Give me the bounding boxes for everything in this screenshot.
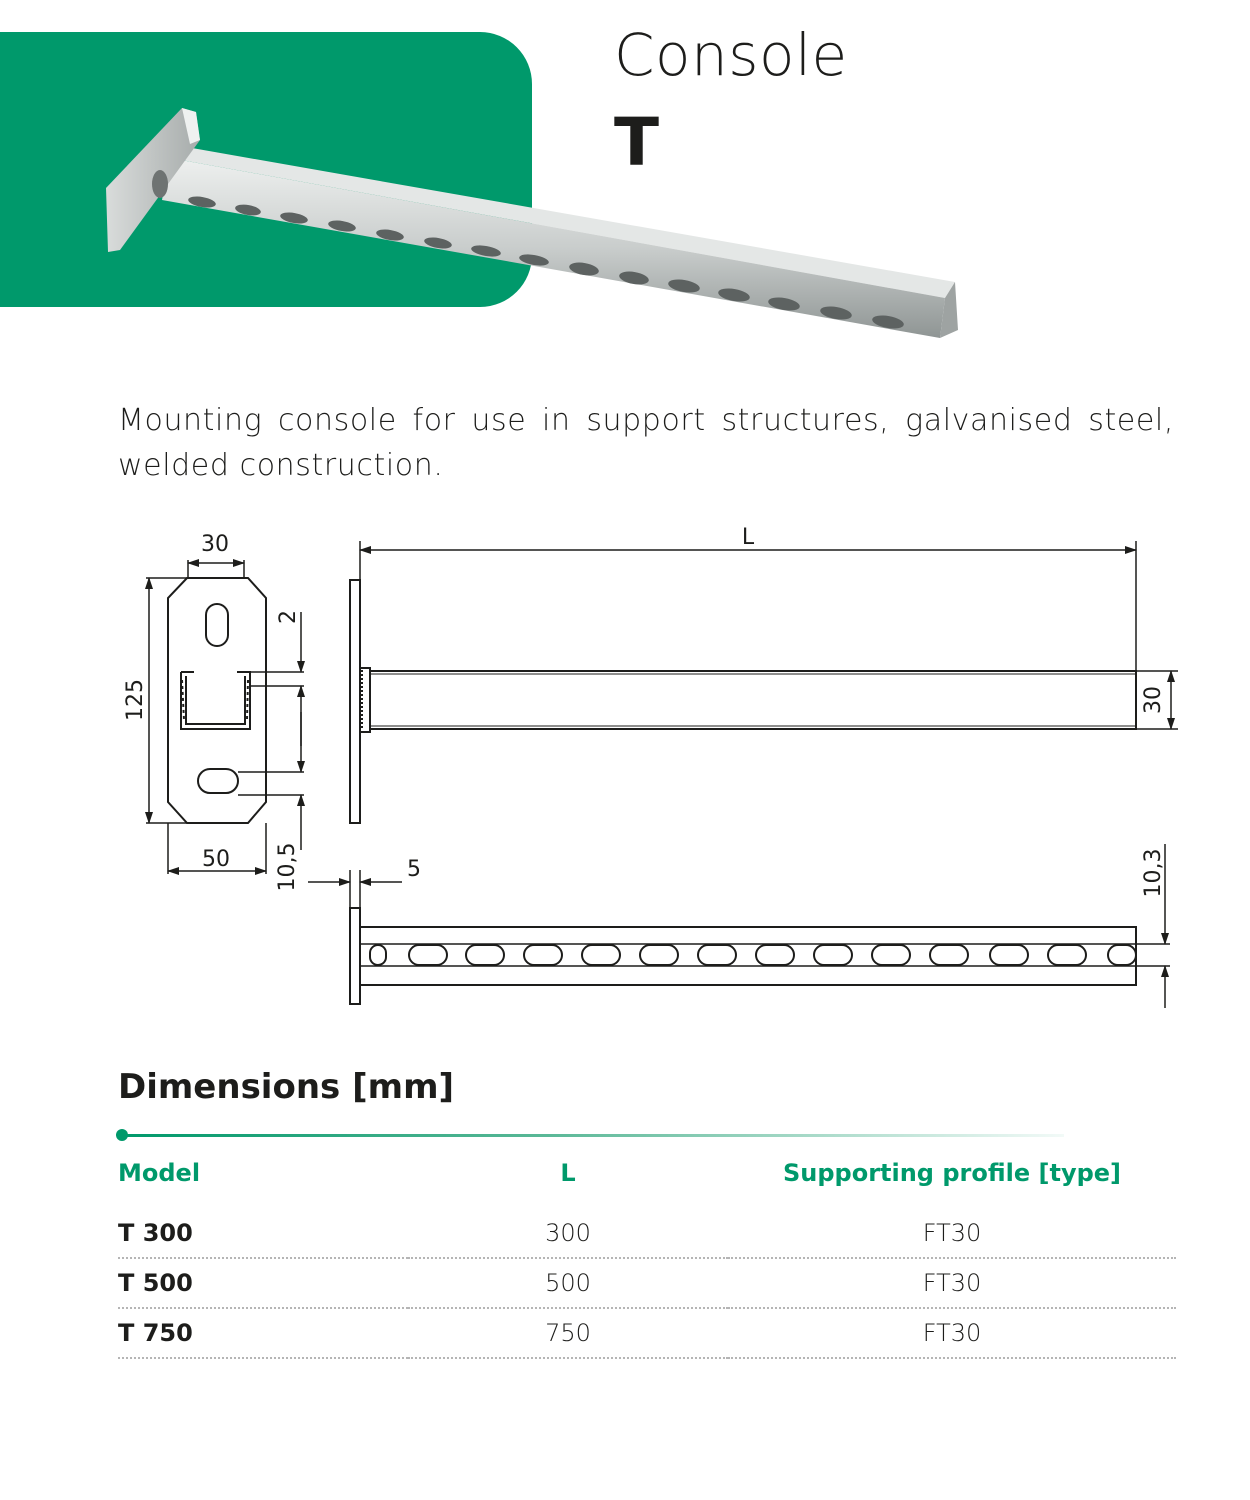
cell-l: 750 <box>408 1308 728 1358</box>
product-description: Mounting console for use in support structures, galvanised steel, welded construction. <box>118 403 1174 483</box>
dim-profile-height: 30 <box>1141 686 1166 714</box>
divider-dot <box>116 1129 128 1141</box>
column-header-model: Model <box>118 1159 201 1187</box>
cell-model: T 500 <box>118 1258 408 1308</box>
cell-model: T 300 <box>118 1209 408 1258</box>
model-letter: T <box>614 104 660 181</box>
table-row <box>118 1209 1176 1258</box>
page-title: Console <box>614 21 848 89</box>
table-row <box>118 1308 1176 1358</box>
technical-drawing <box>0 500 1250 1020</box>
dim-plate-thickness: 5 <box>407 857 421 882</box>
cell-model: T 750 <box>118 1308 408 1358</box>
product-photo <box>100 100 970 370</box>
dim-height-side: 125 <box>123 679 148 721</box>
divider-line <box>124 1134 1064 1137</box>
dimensions-heading: Dimensions [mm] <box>118 1067 455 1107</box>
dim-length: L <box>741 525 755 550</box>
dim-width-bottom: 50 <box>202 847 230 872</box>
table-row <box>118 1258 1176 1308</box>
dim-slot-height: 10,3 <box>1141 848 1166 898</box>
cell-profile: FT30 <box>728 1258 1176 1308</box>
section-divider <box>116 1128 1066 1142</box>
dim-gap: 2 <box>276 610 301 624</box>
column-header-l: L <box>560 1159 576 1187</box>
table-header-row <box>118 1155 1176 1209</box>
cell-l: 300 <box>408 1209 728 1258</box>
dim-hole-offset: 10,5 <box>275 842 300 892</box>
cell-profile: FT30 <box>728 1308 1176 1358</box>
dimensions-table <box>118 1155 1176 1359</box>
column-header-profile: Supporting profile [type] <box>782 1159 1122 1187</box>
cell-profile: FT30 <box>728 1209 1176 1258</box>
dim-width-top: 30 <box>201 532 229 557</box>
cell-l: 500 <box>408 1258 728 1308</box>
